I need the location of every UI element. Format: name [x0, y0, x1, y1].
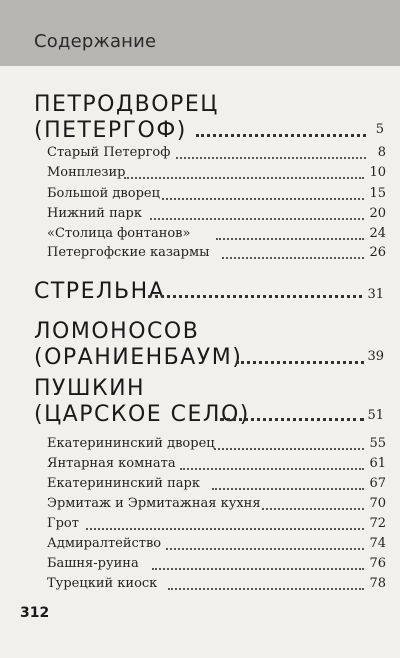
toc-item-label: «Столица фонтанов»: [47, 226, 191, 241]
toc-item-page: 78: [369, 576, 386, 591]
toc-item-page: 67: [369, 476, 386, 491]
section-title-line: ЛОМОНОСОВ: [34, 319, 200, 344]
toc-item[interactable]: [0, 206, 400, 226]
toc-item-page: 72: [369, 516, 386, 531]
section-title-line: СТРЕЛЬНА: [34, 279, 166, 304]
toc-item[interactable]: [0, 556, 400, 576]
toc-item-label: Янтарная комната: [47, 456, 176, 471]
toc-item[interactable]: [0, 496, 400, 516]
section-page: 51: [367, 408, 384, 423]
toc-item[interactable]: [0, 436, 400, 456]
toc-section-peterhof[interactable]: [0, 92, 400, 147]
dot-leader: [150, 218, 364, 220]
dot-leader: [86, 528, 364, 530]
toc-item[interactable]: [0, 245, 400, 265]
dot-leader: [162, 198, 364, 200]
header-band: [0, 0, 400, 66]
section-title-line: (ОРАНИЕНБАУМ): [34, 345, 243, 370]
toc-item[interactable]: [0, 576, 400, 596]
toc-item-label: Большой дворец: [47, 186, 160, 201]
section-title-line: (ЦАРСКОЕ СЕЛО): [34, 402, 250, 427]
dot-leader: [166, 548, 364, 550]
toc-item-page: 8: [377, 145, 386, 160]
toc-item-label: Турецкий киоск: [47, 576, 158, 591]
toc-item-label: Монплезир: [47, 165, 126, 180]
dot-leader: [212, 488, 364, 490]
page-title: Содержание: [34, 31, 157, 52]
toc-item-page: 55: [369, 436, 386, 451]
toc-item[interactable]: [0, 456, 400, 476]
section-page: 5: [375, 122, 384, 137]
toc-item-label: Эрмитаж и Эрмитажная кухня: [47, 496, 261, 511]
dot-leader: [176, 157, 366, 159]
toc-item[interactable]: [0, 516, 400, 536]
section-page: 31: [367, 287, 384, 302]
toc-item[interactable]: [0, 145, 400, 165]
dot-leader: [262, 508, 364, 510]
toc-item-page: 74: [369, 536, 386, 551]
toc-section-lomonosov[interactable]: [0, 319, 400, 374]
dot-leader: [214, 448, 364, 450]
toc-item-page: 61: [369, 456, 386, 471]
toc-item-label: Старый Петергоф: [47, 145, 171, 160]
toc-item-label: Нижний парк: [47, 206, 142, 221]
toc-item[interactable]: [0, 186, 400, 206]
toc-item-page: 24: [369, 226, 386, 241]
page-number: 312: [20, 605, 50, 621]
dot-leader: [236, 361, 364, 364]
toc-item-label: Петергофские казармы: [47, 245, 210, 260]
dot-leader: [222, 257, 364, 259]
dot-leader: [180, 468, 364, 470]
dot-leader: [196, 134, 366, 137]
dot-leader: [220, 418, 364, 421]
toc-item-label: Башня-руина: [47, 556, 139, 571]
section-title-line: ПЕТРОДВОРЕЦ: [34, 92, 219, 117]
section-title-line: (ПЕТЕРГОФ): [34, 118, 187, 143]
toc-item-label: Екатерининский дворец: [47, 436, 215, 451]
toc-item-label: Адмиралтейство: [47, 536, 162, 551]
dot-leader: [216, 238, 364, 240]
section-title-line: ПУШКИН: [34, 376, 146, 401]
dot-leader: [168, 588, 364, 590]
toc-item-page: 20: [369, 206, 386, 221]
toc-section-strelna[interactable]: [0, 279, 400, 309]
toc-item-page: 26: [369, 245, 386, 260]
dot-leader: [124, 177, 364, 179]
section-page: 39: [367, 349, 384, 364]
toc-section-pushkin[interactable]: [0, 376, 400, 431]
toc-item[interactable]: [0, 476, 400, 496]
toc-item[interactable]: [0, 226, 400, 246]
toc-item[interactable]: [0, 165, 400, 185]
toc-item-page: 70: [369, 496, 386, 511]
toc-item-page: 76: [369, 556, 386, 571]
toc-item-page: 15: [369, 186, 386, 201]
toc-item-label: Екатерининский парк: [47, 476, 200, 491]
toc-item[interactable]: [0, 536, 400, 556]
toc-item-page: 10: [369, 165, 386, 180]
dot-leader: [152, 568, 364, 570]
toc-item-label: Грот: [47, 516, 79, 531]
dot-leader: [148, 295, 362, 298]
